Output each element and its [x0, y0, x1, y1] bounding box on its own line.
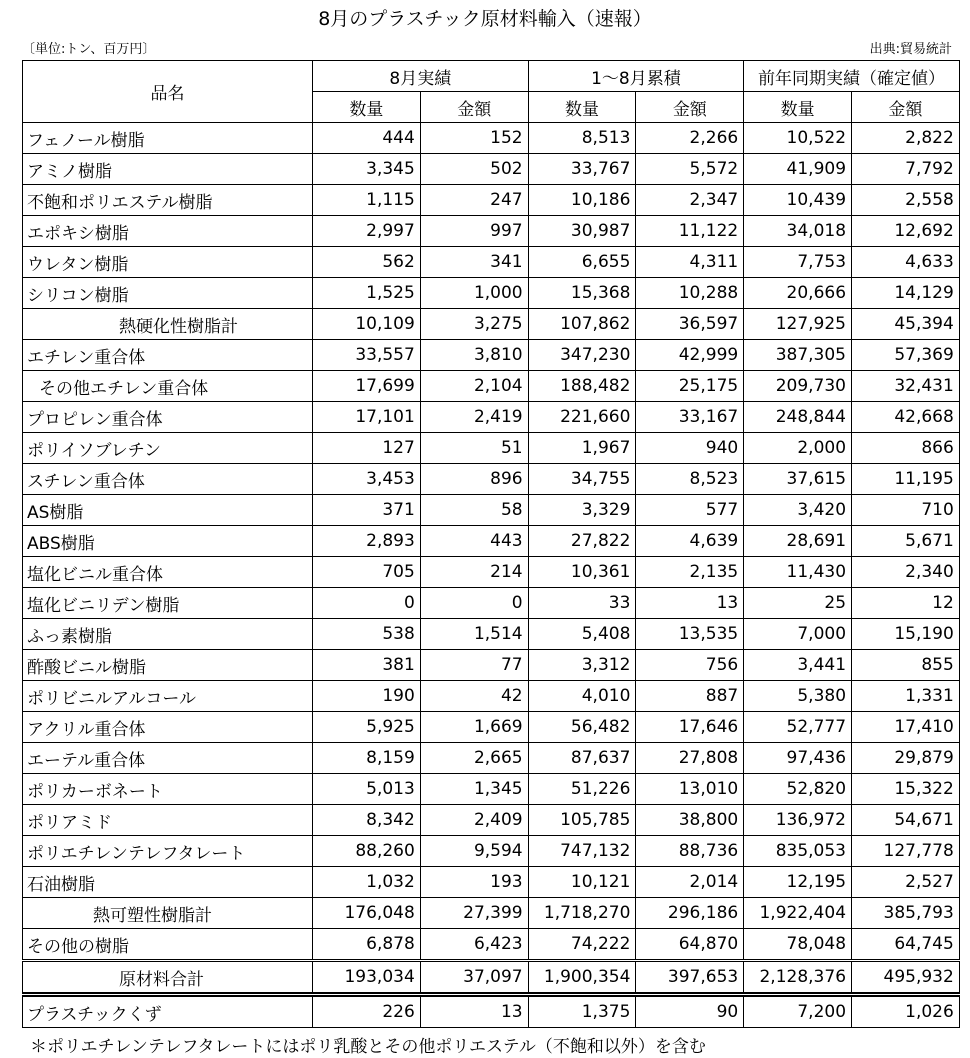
cell-quantity: 7,753: [744, 247, 852, 278]
cell-amount: 13,010: [636, 774, 744, 805]
cell-amount: 2,135: [636, 557, 744, 588]
cell-quantity: 34,018: [744, 216, 852, 247]
table-row: [23, 774, 960, 805]
cell-amount: 32,431: [852, 371, 960, 402]
cell-quantity: 190: [313, 681, 421, 712]
cell-amount: 214: [420, 557, 528, 588]
cell-quantity: 747,132: [528, 836, 636, 867]
cell-quantity: 8,342: [313, 805, 421, 836]
cell-quantity: 1,922,404: [744, 898, 852, 929]
cell-amount: 866: [852, 433, 960, 464]
cell-amount: 4,633: [852, 247, 960, 278]
cell-quantity: 2,128,376: [744, 961, 852, 995]
cell-amount: 17,646: [636, 712, 744, 743]
cell-quantity: 176,048: [313, 898, 421, 929]
cell-amount: 1,331: [852, 681, 960, 712]
cell-quantity: 10,186: [528, 185, 636, 216]
cell-amount: 4,639: [636, 526, 744, 557]
row-item-name: アミノ樹脂: [23, 154, 313, 185]
row-item-name: エポキシ樹脂: [23, 216, 313, 247]
row-item-name: ポリカーボネート: [23, 774, 313, 805]
cell-quantity: 835,053: [744, 836, 852, 867]
header-quantity: 数量: [313, 92, 421, 123]
cell-quantity: 5,408: [528, 619, 636, 650]
cell-amount: 1,669: [420, 712, 528, 743]
cell-amount: 341: [420, 247, 528, 278]
cell-quantity: 1,967: [528, 433, 636, 464]
cell-quantity: 88,260: [313, 836, 421, 867]
cell-amount: 896: [420, 464, 528, 495]
cell-quantity: 8,513: [528, 123, 636, 154]
cell-quantity: 2,893: [313, 526, 421, 557]
cell-quantity: 444: [313, 123, 421, 154]
table-row: [23, 526, 960, 557]
cell-amount: 38,800: [636, 805, 744, 836]
footnote: ＊ポリエチレンテレフタレートにはポリ乳酸とその他ポリエステル（不飽和以外）を含む: [30, 1037, 706, 1057]
row-item-name: エーテル重合体: [23, 743, 313, 774]
row-item-name: ポリビニルアルコール: [23, 681, 313, 712]
table-row: [23, 961, 960, 995]
cell-amount: 58: [420, 495, 528, 526]
cell-quantity: 538: [313, 619, 421, 650]
cell-amount: 45,394: [852, 309, 960, 340]
table-row: [23, 650, 960, 681]
table-row: [23, 154, 960, 185]
table-row: [23, 805, 960, 836]
cell-amount: 15,190: [852, 619, 960, 650]
cell-amount: 88,736: [636, 836, 744, 867]
cell-quantity: 705: [313, 557, 421, 588]
cell-amount: 57,369: [852, 340, 960, 371]
table-row: [23, 619, 960, 650]
cell-amount: 42,999: [636, 340, 744, 371]
table-row: [23, 247, 960, 278]
table-row: [23, 340, 960, 371]
cell-amount: 2,347: [636, 185, 744, 216]
cell-amount: 2,527: [852, 867, 960, 898]
row-item-name: その他エチレン重合体: [23, 371, 313, 402]
cell-amount: 64,745: [852, 929, 960, 961]
cell-quantity: 20,666: [744, 278, 852, 309]
cell-quantity: 34,755: [528, 464, 636, 495]
cell-amount: 2,340: [852, 557, 960, 588]
cell-amount: 1,000: [420, 278, 528, 309]
cell-amount: 1,514: [420, 619, 528, 650]
cell-quantity: 5,380: [744, 681, 852, 712]
cell-amount: 10,288: [636, 278, 744, 309]
cell-amount: 296,186: [636, 898, 744, 929]
cell-quantity: 30,987: [528, 216, 636, 247]
table-row: [23, 588, 960, 619]
cell-quantity: 1,032: [313, 867, 421, 898]
import-table: [22, 60, 960, 1028]
table-row: [23, 216, 960, 247]
row-item-name: 熱可塑性樹脂計: [23, 898, 313, 929]
cell-quantity: 52,777: [744, 712, 852, 743]
cell-amount: 443: [420, 526, 528, 557]
cell-quantity: 127: [313, 433, 421, 464]
cell-quantity: 209,730: [744, 371, 852, 402]
cell-amount: 27,808: [636, 743, 744, 774]
table-row: [23, 464, 960, 495]
cell-quantity: 33,767: [528, 154, 636, 185]
cell-quantity: 97,436: [744, 743, 852, 774]
cell-amount: 13: [636, 588, 744, 619]
cell-amount: 7,792: [852, 154, 960, 185]
cell-quantity: 10,522: [744, 123, 852, 154]
table-row: [23, 681, 960, 712]
cell-quantity: 7,200: [744, 995, 852, 1028]
cell-amount: 2,014: [636, 867, 744, 898]
cell-amount: 4,311: [636, 247, 744, 278]
table-row: [23, 743, 960, 774]
cell-quantity: 1,375: [528, 995, 636, 1028]
cell-quantity: 2,997: [313, 216, 421, 247]
cell-amount: 14,129: [852, 278, 960, 309]
cell-quantity: 347,230: [528, 340, 636, 371]
cell-amount: 11,122: [636, 216, 744, 247]
cell-quantity: 371: [313, 495, 421, 526]
cell-quantity: 3,441: [744, 650, 852, 681]
cell-amount: 15,322: [852, 774, 960, 805]
cell-quantity: 27,822: [528, 526, 636, 557]
table-row: [23, 309, 960, 340]
row-item-name: ポリエチレンテレフタレート: [23, 836, 313, 867]
cell-quantity: 6,655: [528, 247, 636, 278]
header-group-month: 8月実績: [313, 61, 529, 92]
cell-quantity: 10,361: [528, 557, 636, 588]
cell-amount: 42: [420, 681, 528, 712]
row-item-name: エチレン重合体: [23, 340, 313, 371]
cell-quantity: 56,482: [528, 712, 636, 743]
cell-quantity: 17,101: [313, 402, 421, 433]
cell-quantity: 387,305: [744, 340, 852, 371]
cell-quantity: 17,699: [313, 371, 421, 402]
header-item: 品名: [23, 61, 313, 123]
cell-amount: 2,409: [420, 805, 528, 836]
cell-quantity: 107,862: [528, 309, 636, 340]
cell-quantity: 33: [528, 588, 636, 619]
table-row: [23, 712, 960, 743]
cell-quantity: 3,420: [744, 495, 852, 526]
cell-amount: 29,879: [852, 743, 960, 774]
cell-amount: 5,572: [636, 154, 744, 185]
header-quantity: 数量: [528, 92, 636, 123]
cell-amount: 940: [636, 433, 744, 464]
unit-label: 〔単位:トン、百万円〕: [22, 42, 156, 57]
cell-quantity: 52,820: [744, 774, 852, 805]
header-amount: 金額: [636, 92, 744, 123]
cell-amount: 2,822: [852, 123, 960, 154]
table-row: [23, 123, 960, 154]
cell-quantity: 1,900,354: [528, 961, 636, 995]
cell-amount: 77: [420, 650, 528, 681]
row-item-name: AS樹脂: [23, 495, 313, 526]
cell-quantity: 136,972: [744, 805, 852, 836]
table-row: [23, 278, 960, 309]
cell-quantity: 33,557: [313, 340, 421, 371]
cell-quantity: 41,909: [744, 154, 852, 185]
source-label: 出典:貿易統計: [869, 42, 952, 57]
row-item-name: アクリル重合体: [23, 712, 313, 743]
cell-quantity: 7,000: [744, 619, 852, 650]
row-item-name: その他の樹脂: [23, 929, 313, 961]
cell-amount: 3,810: [420, 340, 528, 371]
row-item-name: 原材料合計: [23, 961, 313, 995]
cell-amount: 3,275: [420, 309, 528, 340]
cell-amount: 0: [420, 588, 528, 619]
cell-amount: 8,523: [636, 464, 744, 495]
row-item-name: 不飽和ポリエステル樹脂: [23, 185, 313, 216]
cell-amount: 5,671: [852, 526, 960, 557]
table-row: [23, 557, 960, 588]
page-title: 8月のプラスチック原材料輸入（速報）: [318, 8, 652, 30]
cell-quantity: 2,000: [744, 433, 852, 464]
cell-quantity: 3,329: [528, 495, 636, 526]
cell-quantity: 5,925: [313, 712, 421, 743]
row-item-name: フェノール樹脂: [23, 123, 313, 154]
row-item-name: 塩化ビニリデン樹脂: [23, 588, 313, 619]
cell-quantity: 381: [313, 650, 421, 681]
cell-quantity: 15,368: [528, 278, 636, 309]
table-row: [23, 929, 960, 961]
cell-quantity: 1,718,270: [528, 898, 636, 929]
cell-amount: 51: [420, 433, 528, 464]
cell-amount: 12: [852, 588, 960, 619]
cell-quantity: 3,453: [313, 464, 421, 495]
row-item-name: ポリイソブレチン: [23, 433, 313, 464]
cell-amount: 855: [852, 650, 960, 681]
row-item-name: ABS樹脂: [23, 526, 313, 557]
row-item-name: スチレン重合体: [23, 464, 313, 495]
table-row: [23, 433, 960, 464]
cell-quantity: 10,439: [744, 185, 852, 216]
cell-amount: 2,558: [852, 185, 960, 216]
table-row: [23, 402, 960, 433]
cell-amount: 247: [420, 185, 528, 216]
row-item-name: ポリアミド: [23, 805, 313, 836]
cell-amount: 13: [420, 995, 528, 1028]
header-amount: 金額: [420, 92, 528, 123]
row-item-name: 熱硬化性樹脂計: [23, 309, 313, 340]
cell-amount: 36,597: [636, 309, 744, 340]
cell-quantity: 221,660: [528, 402, 636, 433]
header-group-prev-year: 前年同期実績（確定値）: [744, 61, 960, 92]
cell-amount: 1,026: [852, 995, 960, 1028]
cell-quantity: 8,159: [313, 743, 421, 774]
cell-amount: 42,668: [852, 402, 960, 433]
cell-quantity: 1,525: [313, 278, 421, 309]
cell-quantity: 87,637: [528, 743, 636, 774]
cell-quantity: 28,691: [744, 526, 852, 557]
table-row: [23, 995, 960, 1028]
cell-quantity: 105,785: [528, 805, 636, 836]
cell-amount: 502: [420, 154, 528, 185]
cell-quantity: 12,195: [744, 867, 852, 898]
cell-quantity: 193,034: [313, 961, 421, 995]
cell-quantity: 5,013: [313, 774, 421, 805]
cell-quantity: 1,115: [313, 185, 421, 216]
row-item-name: プラスチックくず: [23, 995, 313, 1028]
cell-quantity: 78,048: [744, 929, 852, 961]
cell-amount: 193: [420, 867, 528, 898]
cell-amount: 37,097: [420, 961, 528, 995]
cell-quantity: 188,482: [528, 371, 636, 402]
table-row: [23, 898, 960, 929]
cell-amount: 2,104: [420, 371, 528, 402]
cell-quantity: 0: [313, 588, 421, 619]
cell-amount: 17,410: [852, 712, 960, 743]
cell-quantity: 3,345: [313, 154, 421, 185]
cell-amount: 756: [636, 650, 744, 681]
cell-amount: 152: [420, 123, 528, 154]
cell-amount: 90: [636, 995, 744, 1028]
cell-quantity: 37,615: [744, 464, 852, 495]
cell-quantity: 248,844: [744, 402, 852, 433]
cell-amount: 127,778: [852, 836, 960, 867]
cell-amount: 64,870: [636, 929, 744, 961]
row-item-name: プロピレン重合体: [23, 402, 313, 433]
cell-quantity: 3,312: [528, 650, 636, 681]
cell-amount: 11,195: [852, 464, 960, 495]
row-item-name: 塩化ビニル重合体: [23, 557, 313, 588]
cell-amount: 577: [636, 495, 744, 526]
cell-amount: 385,793: [852, 898, 960, 929]
cell-quantity: 11,430: [744, 557, 852, 588]
cell-quantity: 127,925: [744, 309, 852, 340]
cell-amount: 887: [636, 681, 744, 712]
cell-amount: 9,594: [420, 836, 528, 867]
cell-amount: 495,932: [852, 961, 960, 995]
cell-amount: 997: [420, 216, 528, 247]
cell-quantity: 4,010: [528, 681, 636, 712]
header-quantity: 数量: [744, 92, 852, 123]
cell-quantity: 51,226: [528, 774, 636, 805]
cell-amount: 33,167: [636, 402, 744, 433]
cell-quantity: 25: [744, 588, 852, 619]
cell-amount: 2,419: [420, 402, 528, 433]
cell-quantity: 562: [313, 247, 421, 278]
table-row: [23, 867, 960, 898]
table-row: [23, 836, 960, 867]
cell-quantity: 74,222: [528, 929, 636, 961]
cell-quantity: 6,878: [313, 929, 421, 961]
table-row: [23, 495, 960, 526]
row-item-name: 石油樹脂: [23, 867, 313, 898]
row-item-name: シリコン樹脂: [23, 278, 313, 309]
row-item-name: ウレタン樹脂: [23, 247, 313, 278]
header-group-cumulative: 1～8月累積: [528, 61, 744, 92]
cell-quantity: 226: [313, 995, 421, 1028]
cell-amount: 397,653: [636, 961, 744, 995]
cell-amount: 710: [852, 495, 960, 526]
header-amount: 金額: [852, 92, 960, 123]
cell-quantity: 10,121: [528, 867, 636, 898]
cell-amount: 54,671: [852, 805, 960, 836]
cell-amount: 27,399: [420, 898, 528, 929]
cell-amount: 1,345: [420, 774, 528, 805]
cell-amount: 25,175: [636, 371, 744, 402]
cell-amount: 6,423: [420, 929, 528, 961]
table-row: [23, 371, 960, 402]
row-item-name: 酢酸ビニル樹脂: [23, 650, 313, 681]
cell-amount: 2,266: [636, 123, 744, 154]
table-row: [23, 185, 960, 216]
row-item-name: ふっ素樹脂: [23, 619, 313, 650]
cell-amount: 13,535: [636, 619, 744, 650]
cell-quantity: 10,109: [313, 309, 421, 340]
cell-amount: 12,692: [852, 216, 960, 247]
cell-amount: 2,665: [420, 743, 528, 774]
